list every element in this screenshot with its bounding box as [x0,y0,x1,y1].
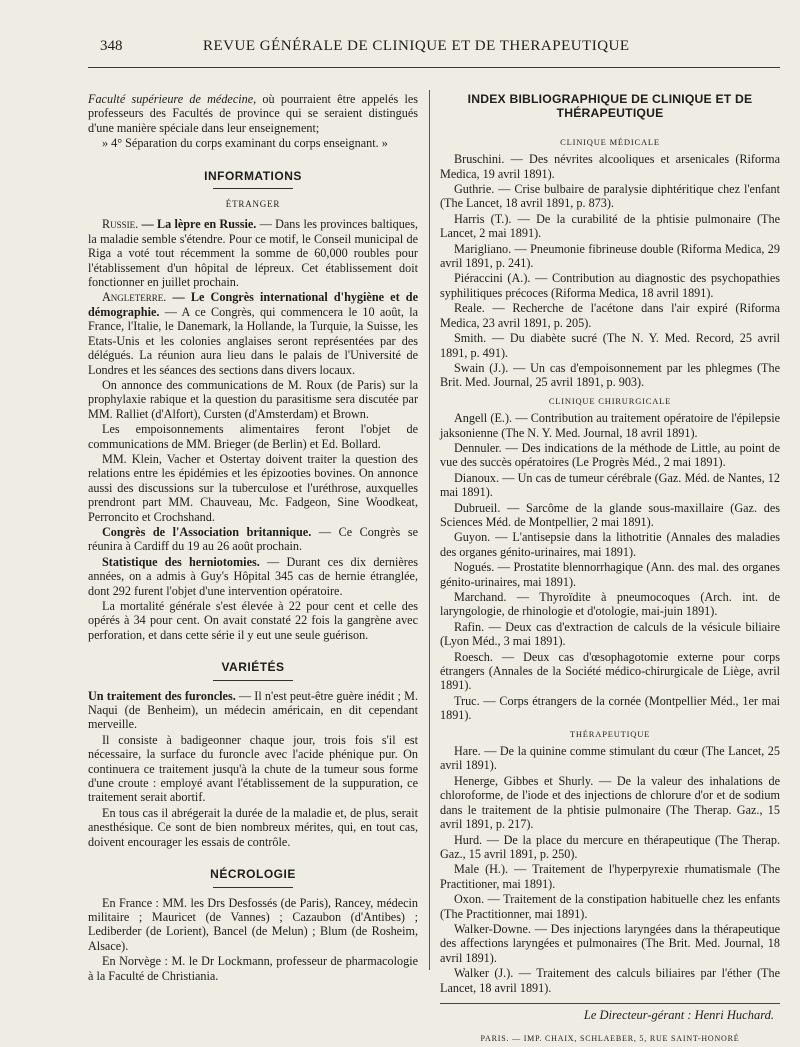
reference-entry: Dubrueil. — Sarcôme de la glande sous-maxillaire (Gaz. des Sciences Méd. de Montpellier, 2 mai 1891). [440,500,780,529]
clinique-chirurgicale-refs [440,411,780,723]
varietes-heading: VARIÉTÉS [221,660,285,675]
reference-entry: Roesch. — Deux cas d'œsophagotomie externe pour corps étrangers (Annales de la Société médico-chirurgicale de Liège, avril 1891). [440,649,780,693]
furoncles-paragraph [88,689,418,732]
informations-heading-block [88,169,418,189]
reference-entry: Hurd. — De la place du mercure en thérapeutique (The Therap. Gaz., 15 avril 1891, p. 250). [440,832,780,861]
signature: Le Directeur-gérant : Henri Huchard. [583,1007,774,1022]
furoncles-title: Un traitement des furoncles. [88,688,236,703]
reference-entry: Henerge, Gibbes et Shurly. — De la valeur des inhalations de chloroforme, de l'iode et des injections de chlorure d'or et de sodium dans le traitement de la phtisie pulmonaire (The Therap. Gaz., 15 avril 1891, p. 217). [440,773,780,832]
necrologie-rule [213,887,293,888]
angleterre-text: — A ce Congrès, qui commencera le 10 août, la France, l'Italie, le Danemark, la Hollande, la Turquie, la Suisse, les Etats-Unis et les colonies anglaises seront représentées par des délégués. La réunion aura lieu dans le palais de l'Université de Londres et les séances des sections dans divers locaux. [88,304,418,377]
angleterre-paragraph [88,290,418,376]
necrologie-paragraph-2: En Norvège : M. le Dr Lockmann, professeur de pharmacologie à la Faculté de Christiania. [88,954,418,983]
reference-entry: Marigliano. — Pneumonie fibrineuse double (Riforma Medica, 29 avril 1891, p. 241). [440,241,780,271]
russie-text: — Dans les provinces baltiques, la maladie semble s'étendre. Pour ce motif, le Conseil municipal de Riga a voté tout récemment la somme de 60,000 roubles pour l'établissement d'un hôpital de lépreux. Cet établissement doit fonctionner en juillet prochain. [88,217,418,290]
column-divider [429,90,430,970]
left-column [88,92,418,984]
congres-text: — Ce Congrès se réunira à Cardiff du 19 au 26 août prochain. [88,524,418,554]
reference-entry: Piéraccini (A.). — Contribution au diagnostic des psychopathies syphilitiques précoces (Riforma Medica, 18 avril 1891). [440,271,780,300]
clinique-medicale-refs [440,152,780,390]
reference-entry: Angell (E.). — Contribution au traitement opératoire de l'épilepsie jaksonienne (The N. Y. Med. Journal, 18 avril 1891). [440,411,780,440]
signature-rule [440,1003,780,1004]
necrologie-heading: NÉCROLOGIE [210,867,296,882]
printer-line: PARIS. — IMP. CHAIX, SCHLAEBER, 5, RUE SAINT-HONORÉ [480,1034,740,1044]
therapeutique-refs [440,744,780,995]
informations-heading: INFORMATIONS [204,168,302,183]
reference-entry: Harris (T.). — De la curabilité de la phtisie pulmonaire (The Lancet, 2 mai 1891). [440,211,780,241]
etranger-subheading: ÉTRANGER [225,199,281,210]
informations-rule [213,188,293,189]
congres-title: Congrès de l'Association britannique. [102,524,312,539]
index-title: INDEX BIBLIOGRAPHIQUE DE CLINIQUE ET DE THÉRAPEUTIQUE [467,92,753,121]
necrologie-paragraph-1: En France : MM. les Drs Desfossés (de Paris), Rancey, médecin militaire ; Mauricet (de Vannes) ; Cazaubon (d'Antibes) ; Lediberder (de Lorient), Bancel (de Melun) ; Blum (de Rosheim, Alsace). [88,895,418,953]
header-rule [88,67,780,68]
reference-entry: Hare. — De la quinine comme stimulant du cœur (The Lancet, 25 avril 1891). [440,744,780,773]
reference-entry: Guyon. — L'antisepsie dans la lithotritie (Annales des maladies des organes génito-urinaires, mai 1891). [440,530,780,559]
page-header [88,34,778,64]
furoncles-paragraph-2: Il consiste à badigeonner chaque jour, trois fois s'il est nécessaire, la surface du furoncle avec l'acide phénique pur. On continuera ce traitement jusqu'à la chute de la tumeur sous forme d'une croute : employé avant l'établissement de la suppuration, ce traitement serait abortif. [88,732,418,805]
reference-entry: Walker (J.). — Traitement des calculs biliaires par l'éther (The Lancet, 18 avril 1891). [440,966,780,995]
intro-italic: Faculté supérieure de médecine, [88,92,257,106]
reference-entry: Nogués. — Prostatite blennorrhagique (Ann. des mal. des organes génito-urinaires, mai 1891). [440,560,780,589]
therapeutique-heading: THÉRAPEUTIQUE [569,728,651,739]
mortalite-paragraph: La mortalité générale s'est élevée à 22 pour cent et celle des opérés à 34 pour cent. On avait constaté 22 fois la gangrène avec perforation, et dans cette série il y eut une seule guérison. [88,599,418,642]
furoncles-text: — Il n'est peut-être guère inédit ; M. Naqui (de Benheim), un médecin américain, en dit cependant merveille. [88,688,419,732]
congres-paragraph [88,525,418,554]
reference-entry: Walker-Downe. — Des injections laryngées dans la thérapeutique des affections laryngées et pulmonaires (The Brit. Med. Journal, 18 avril 1891). [440,921,780,965]
intro-text: où pourraient être appelés les professeurs des Facultés de province qui se seraient distingués d'une manière spéciale dans leur enseignement; [88,92,418,135]
reference-entry: Rafin. — Deux cas d'extraction de calculs de la vésicule biliaire (Lyon Méd., 3 mai 1891). [440,619,780,649]
klein-paragraph: MM. Klein, Vacher et Ostertay doivent traiter la question des relations entre les épidémies et les épizooties bovines. On annonce aussi des discussions sur la tuberculose et l'uréthrose, auxquelles prendront part MM. Chauveau, Mc. Fadgeon, Sine Woodkeat, Perroncito et Crochshand. [88,451,418,524]
reference-entry: Oxon. — Traitement de la constipation habituelle chez les enfants (The Practitionner, mai 1891). [440,892,780,921]
clinique-medicale-heading: CLINIQUE MÉDICALE [560,136,660,147]
statistique-text: — Durant ces dix dernières années, on a admis à Guy's Hôpital 345 cas de hernie étranglée, dont 292 furent l'objet d'une intervention opératoire. [88,554,418,598]
russie-paragraph [88,217,418,289]
reference-entry: Smith. — Du diabète sucré (The N. Y. Med. Record, 25 avril 1891, p. 491). [440,331,780,360]
varietes-rule [213,680,293,681]
statistique-title: Statistique des herniotomies. [102,554,260,569]
roux-paragraph: On annonce des communications de M. Roux (de Paris) sur la prophylaxie rabique et la question du parasitisme sera discutée par MM. Ralliet (d'Alfort), Cursten (d'Amsterdam) et Brown. [88,377,418,421]
reference-entry: Guthrie. — Crise bulbaire de paralysie diphtéritique chez l'enfant (The Lancet, 18 avril 1891, p. 873). [440,182,780,211]
right-column [440,92,780,1047]
empoisonnements-paragraph: Les empoisonnements alimentaires feront l'objet de communications de MM. Brieger (de Berlin) et Ed. Bollard. [88,422,418,451]
angleterre-title: — Le Congrès international d'hygiène et de démographie. [88,290,418,319]
necrologie-heading-block [88,867,418,887]
russie-title: — La lèpre en Russie. [138,217,257,232]
clinique-chirurgicale-heading: CLINIQUE CHIRURGICALE [548,395,672,406]
reference-entry: Marchand. — Thyroïdite à pneumocoques (Arch. int. de laryngologie, de rhinologie et d'otologie, mai-juin 1891). [440,590,780,619]
russie-label: Russie. [102,217,139,232]
intro-paragraph [88,92,418,135]
reference-entry: Dennuler. — Des indications de la méthode de Little, au point de vue des succès opératoires (Le Progrès Méd., 2 mai 1891). [440,440,780,470]
reference-entry: Reale. — Recherche de l'acétone dans l'air expiré (Riforma Medica, 23 avril 1891, p. 205). [440,301,780,330]
reference-entry: Truc. — Corps étrangers de la cornée (Montpellier Méd., 1er mai 1891). [440,693,780,723]
intro-paragraph-2: » 4° Séparation du corps examinant du corps enseignant. » [102,136,388,151]
statistique-paragraph [88,555,418,598]
reference-entry: Bruschini. — Des névrites alcooliques et arsenicales (Riforma Medica, 19 avril 1891). [440,152,780,181]
reference-entry: Dianoux. — Un cas de tumeur cérébrale (Gaz. Méd. de Nantes, 12 mai 1891). [440,470,780,500]
reference-entry: Male (H.). — Traitement de l'hyperpyrexie rhumatismale (The Practitioner, mai 1891). [440,862,780,891]
furoncles-paragraph-3: En tous cas il abrégerait la durée de la maladie et, de plus, serait anesthésique. Ce sont de bien nombreux mérites, qui, en tout cas, doivent encourager les essais de contrôle. [88,805,418,849]
varietes-heading-block [88,660,418,680]
running-title: REVUE GÉNÉRALE DE CLINIQUE ET DE THERAPEUTIQUE [203,38,630,54]
reference-entry: Swain (J.). — Un cas d'empoisonnement par les phlegmes (The Brit. Med. Journal, 25 avril 1891, p. 903). [440,360,780,390]
angleterre-label: Angleterre. [102,290,167,305]
page-number: 348 [100,38,123,54]
